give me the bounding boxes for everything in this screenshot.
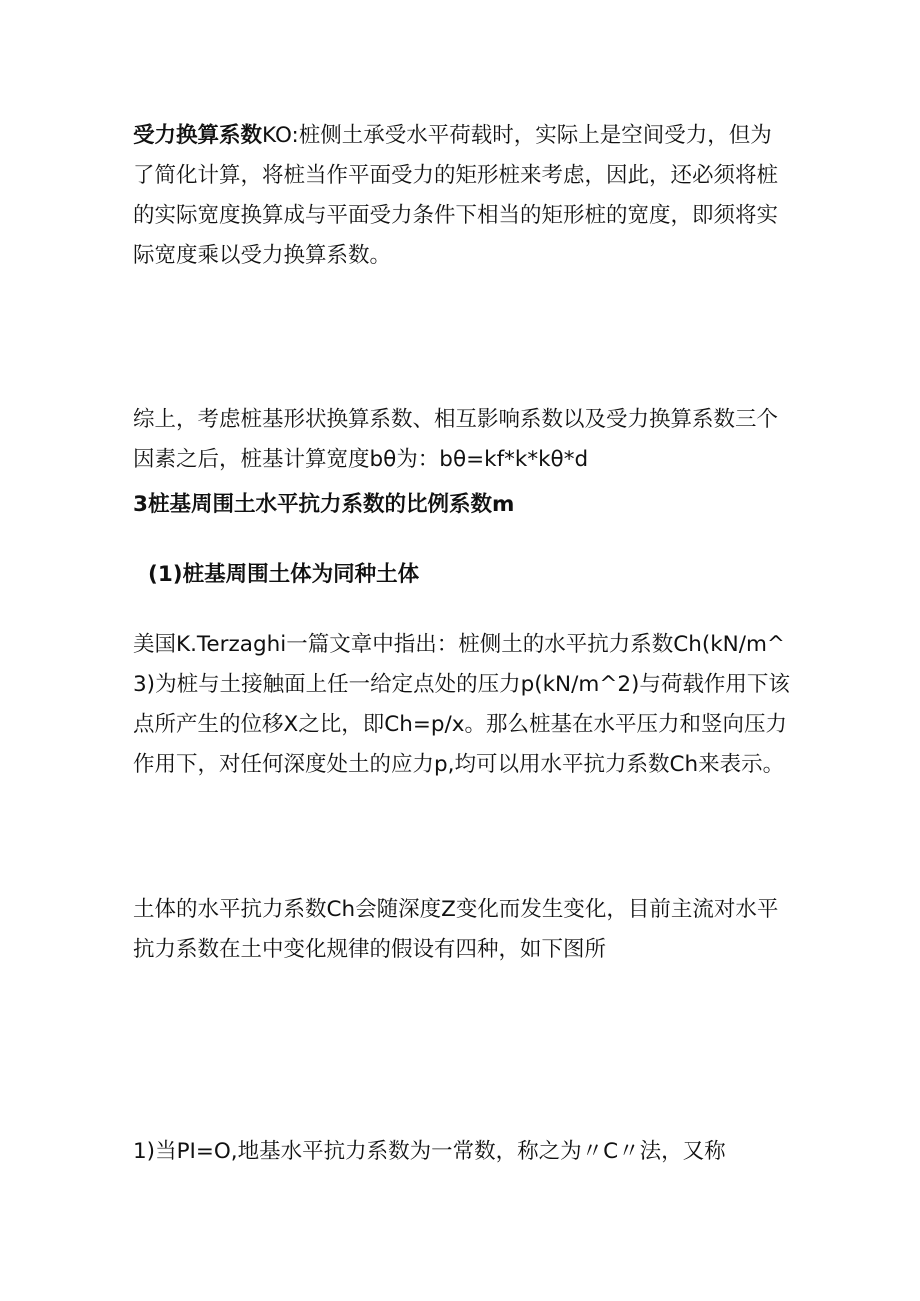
paragraph-body: 土体的水平抗力系数Ch会随深度Z变化而发生变化，目前主流对水平抗力系数在土中变化规律的假设有四种，如下图所 — [133, 897, 779, 962]
paragraph-body: 美国K.Terzaghi一篇文章中指出：桩侧土的水平抗力系数Ch(kN/m^3)为桩与土接触面上任一给定点处的压力p(kN/m^2)与荷载作用下该点所产生的位移X之比，即Ch=p/x。那么桩基在水平压力和竖向压力作用下，对任何深度处土的应力p,均可以用水平抗力系数Ch来表示。 — [133, 632, 790, 777]
paragraph-terzaghi — [133, 625, 793, 785]
section-heading: 3桩基周围土水平抗力系数的比例系数m — [133, 492, 515, 517]
paragraph-force-conversion — [133, 116, 793, 276]
paragraph-body: 综上，考虑桩基形状换算系数、相互影响系数以及受力换算系数三个因素之后，桩基计算宽度bθ为：bθ=kf*k*kθ*d — [133, 407, 779, 472]
paragraph-body: 1)当PI=O,地基水平抗力系数为一常数，称之为〃C〃法，又称 — [133, 1139, 726, 1164]
paragraph-c-method — [133, 1132, 793, 1172]
paragraph-lead-term: 受力换算系数 — [133, 123, 263, 148]
paragraph-summary — [133, 400, 793, 480]
subsection-heading: (1)桩基周围土体为同种土体 — [148, 562, 420, 587]
paragraph-soil-coefficient — [133, 890, 793, 970]
paragraph-body: KO:桩侧土承受水平荷载时，实际上是空间受力，但为了简化计算，将桩当作平面受力的矩形桩来考虑，因此，还必须将桩的实际宽度换算成与平面受力条件下相当的矩形桩的宽度，即须将实际宽度乘以受力换算系数。 — [133, 123, 779, 268]
